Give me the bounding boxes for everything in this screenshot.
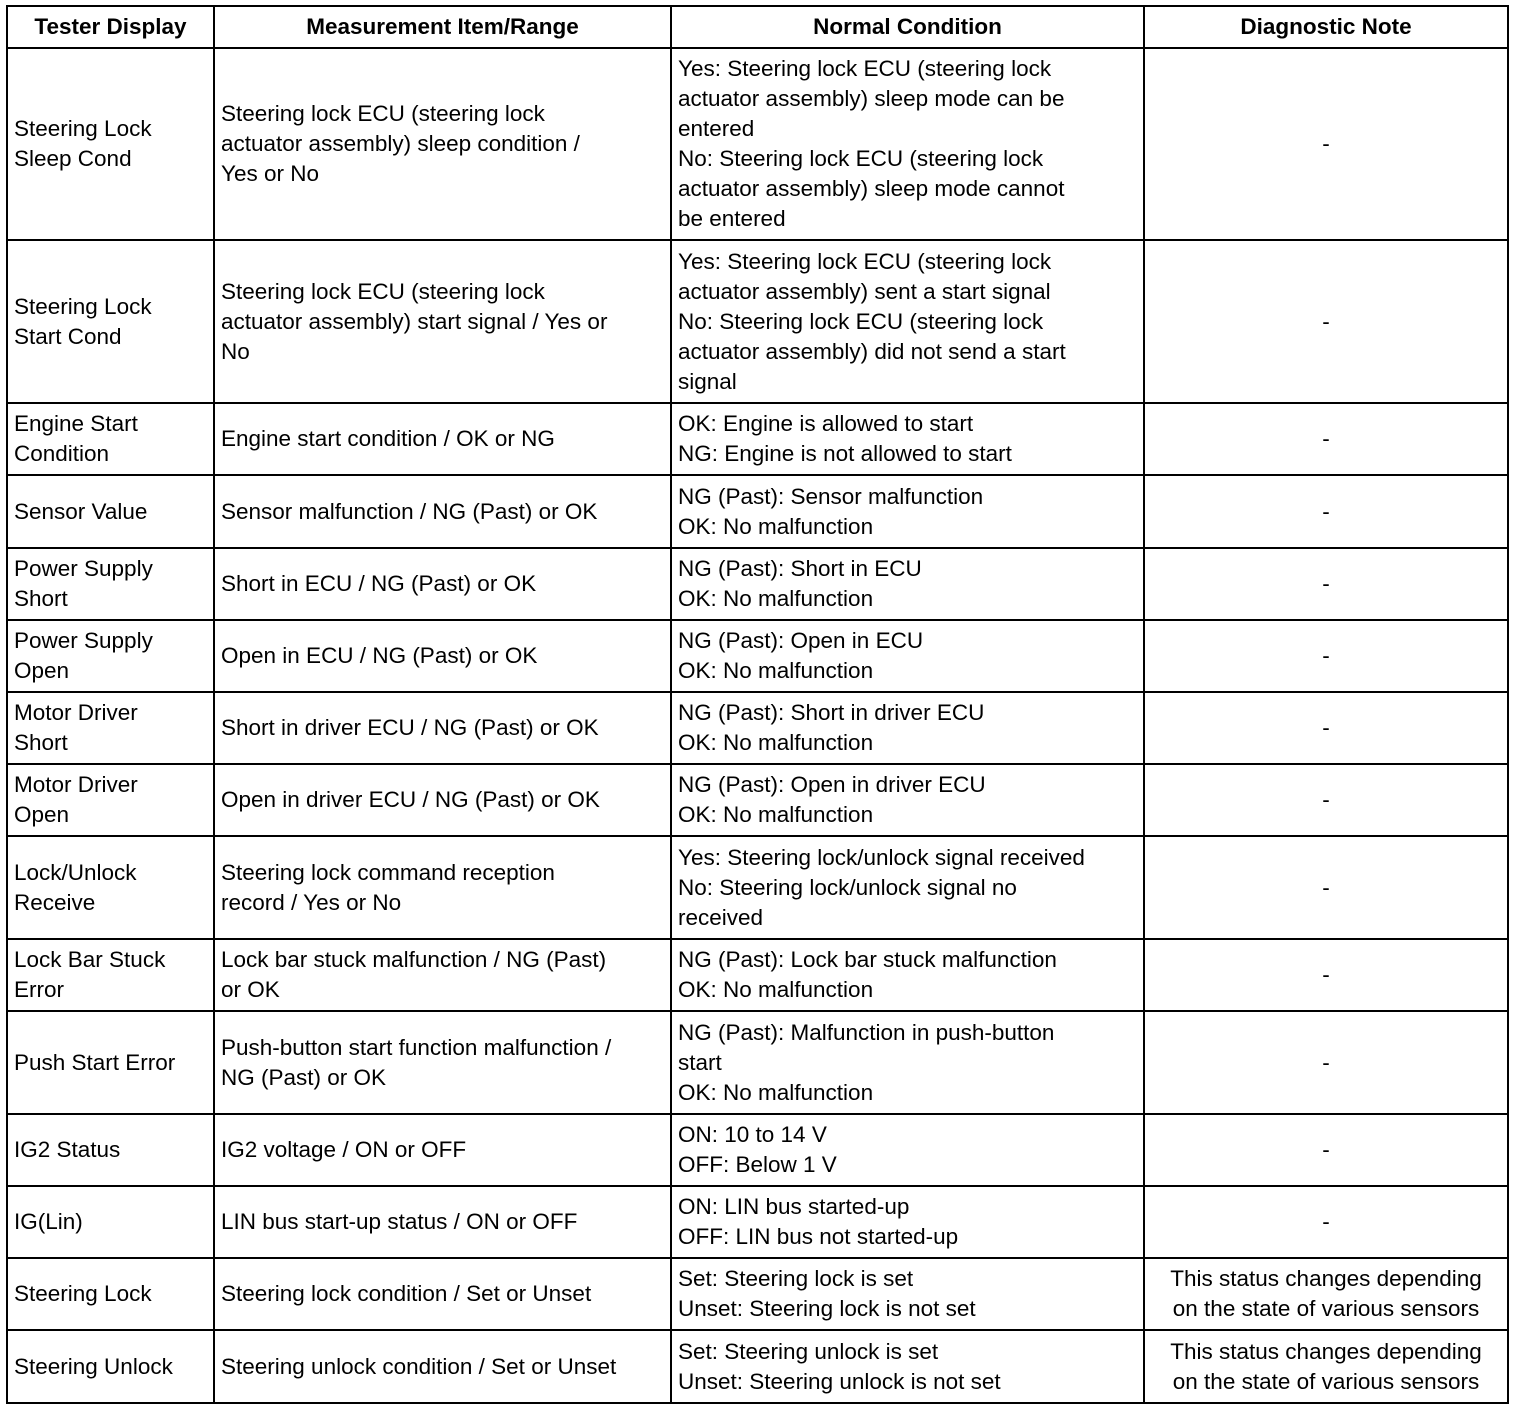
diagnostic-note-cell [1144, 548, 1508, 620]
cell-text-line: on the state of various sensors [1172, 1296, 1480, 1321]
measurement-range-cell [214, 548, 671, 620]
diagnostic-note-cell [1144, 1114, 1508, 1186]
normal-condition-cell [671, 240, 1144, 403]
table-row [7, 692, 1508, 764]
cell-text-line: start [678, 1049, 722, 1075]
cell-text-line: on the state of various sensors [1172, 1368, 1480, 1394]
cell-text-line: Short [14, 730, 68, 755]
cell-text-line: LIN bus start-up status / ON or OFF [221, 1209, 578, 1234]
cell-text-line: Steering Lock [14, 1281, 152, 1306]
tester-display-cell [7, 240, 214, 403]
cell-text-line: - [1322, 131, 1330, 156]
header-diagnostic-note: Diagnostic Note [1144, 6, 1508, 48]
cell-text-line: No: Steering lock ECU (steering lock [678, 308, 1044, 334]
cell-text-line: Set: Steering lock is set [678, 1266, 914, 1291]
cell-text-line: Short [14, 586, 68, 611]
tester-display-cell [7, 475, 214, 548]
normal-condition-cell [671, 1011, 1144, 1114]
tester-display-cell [7, 548, 214, 620]
cell-text-line: record / Yes or No [221, 889, 402, 915]
cell-text-line: Unset: Steering lock is not set [678, 1296, 976, 1321]
normal-condition-cell [671, 475, 1144, 548]
tester-display-cell [7, 403, 214, 475]
normal-condition-cell [671, 1258, 1144, 1330]
normal-condition-cell [671, 764, 1144, 836]
tester-display-cell [7, 48, 214, 240]
normal-condition-cell [671, 836, 1144, 939]
diagnostic-note-cell [1144, 240, 1508, 403]
cell-text-line: Yes: Steering lock ECU (steering lock [678, 56, 1052, 81]
cell-text-line: Engine start condition / OK or NG [221, 426, 555, 451]
normal-condition-cell [671, 1330, 1144, 1403]
cell-text-line: NG (Past) or OK [221, 1064, 387, 1090]
cell-text-line: received [678, 904, 764, 930]
cell-text-line: Steering Unlock [14, 1353, 173, 1379]
cell-text-line: NG (Past): Malfunction in push-button [678, 1019, 1055, 1045]
cell-text-line: Lock/Unlock [14, 859, 137, 885]
cell-text-line: Engine Start [14, 411, 138, 436]
diagnostic-note-cell [1144, 1330, 1508, 1403]
table-row [7, 1011, 1508, 1114]
data-list-table [6, 5, 1509, 1404]
cell-text-line: actuator assembly) sleep mode cannot [678, 176, 1065, 201]
diagnostic-note-cell [1144, 1258, 1508, 1330]
cell-text-line: Error [14, 977, 64, 1002]
measurement-range-cell [214, 1114, 671, 1186]
cell-text-line: Steering lock ECU (steering lock [221, 278, 545, 304]
diagnostic-note-cell [1144, 48, 1508, 240]
normal-condition-cell [671, 1114, 1144, 1186]
cell-text-line: ON: 10 to 14 V [678, 1122, 827, 1147]
table-row [7, 1258, 1508, 1330]
table-row [7, 1186, 1508, 1258]
cell-text-line: actuator assembly) did not send a start [678, 338, 1066, 364]
cell-text-line: actuator assembly) start signal / Yes or [221, 308, 608, 334]
diagnostic-note-cell [1144, 836, 1508, 939]
table-row [7, 48, 1508, 240]
cell-text-line: Short in ECU / NG (Past) or OK [221, 571, 537, 596]
diagnostic-note-cell [1144, 1011, 1508, 1114]
tester-display-cell [7, 620, 214, 692]
cell-text-line: - [1322, 643, 1330, 668]
measurement-range-cell [214, 836, 671, 939]
cell-text-line: - [1322, 498, 1330, 524]
table-row [7, 403, 1508, 475]
cell-text-line: OK: No malfunction [678, 658, 874, 683]
cell-text-line: actuator assembly) sleep mode can be [678, 86, 1065, 111]
cell-text-line: Receive [14, 889, 96, 915]
cell-text-line: No: Steering lock/unlock signal no [678, 874, 1017, 900]
cell-text-line: Yes: Steering lock ECU (steering lock [678, 248, 1052, 274]
cell-text-line: Steering Lock [14, 293, 152, 319]
diagnostic-note-cell [1144, 692, 1508, 764]
header-measurement-item: Measurement Item/Range [214, 6, 671, 48]
cell-text-line: NG (Past): Open in driver ECU [678, 772, 986, 797]
cell-text-line: Power Supply [14, 628, 153, 653]
cell-text-line: - [1322, 308, 1330, 334]
cell-text-line: Sleep Cond [14, 146, 132, 171]
header-normal-condition: Normal Condition [671, 6, 1144, 48]
cell-text-line: Lock Bar Stuck [14, 947, 166, 972]
cell-text-line: - [1322, 1049, 1330, 1075]
cell-text-line: NG (Past): Open in ECU [678, 628, 924, 653]
cell-text-line: This status changes depending [1170, 1266, 1482, 1291]
cell-text-line: OK: Engine is allowed to start [678, 411, 974, 436]
table-row [7, 548, 1508, 620]
cell-text-line: Open [14, 802, 70, 827]
cell-text-line: - [1322, 962, 1330, 987]
tester-display-cell [7, 1114, 214, 1186]
cell-text-line: No [221, 338, 250, 364]
cell-text-line: NG (Past): Sensor malfunction [678, 483, 984, 509]
diagnostic-note-cell [1144, 939, 1508, 1011]
cell-text-line: Steering lock command reception [221, 859, 555, 885]
measurement-range-cell [214, 1011, 671, 1114]
diagnostic-note-cell [1144, 1186, 1508, 1258]
cell-text-line: Start Cond [14, 323, 122, 349]
cell-text-line: NG (Past): Lock bar stuck malfunction [678, 947, 1057, 972]
measurement-range-cell [214, 1258, 671, 1330]
tester-display-cell [7, 1330, 214, 1403]
cell-text-line: Steering Lock [14, 116, 152, 141]
cell-text-line: Set: Steering unlock is set [678, 1338, 939, 1364]
cell-text-line: OK: No malfunction [678, 802, 874, 827]
tester-display-cell [7, 1186, 214, 1258]
cell-text-line: - [1322, 715, 1330, 740]
normal-condition-cell [671, 48, 1144, 240]
header-row [7, 6, 1508, 48]
tester-display-cell [7, 1011, 214, 1114]
cell-text-line: - [1322, 1137, 1330, 1162]
diagnostic-note-cell [1144, 475, 1508, 548]
cell-text-line: Condition [14, 441, 110, 466]
cell-text-line: Open [14, 658, 70, 683]
cell-text-line: Unset: Steering unlock is not set [678, 1368, 1001, 1394]
cell-text-line: IG2 voltage / ON or OFF [221, 1137, 467, 1162]
tester-display-cell [7, 1258, 214, 1330]
cell-text-line: Yes: Steering lock/unlock signal received [678, 844, 1085, 870]
normal-condition-cell [671, 548, 1144, 620]
cell-text-line: NG (Past): Short in ECU [678, 556, 922, 581]
header-tester-display: Tester Display [7, 6, 214, 48]
cell-text-line: Steering unlock condition / Set or Unset [221, 1353, 617, 1379]
cell-text-line: ON: LIN bus started-up [678, 1194, 910, 1219]
cell-text-line: IG(Lin) [14, 1209, 83, 1234]
table-row [7, 240, 1508, 403]
cell-text-line: No: Steering lock ECU (steering lock [678, 146, 1044, 171]
cell-text-line: OK: No malfunction [678, 1079, 874, 1105]
cell-text-line: NG: Engine is not allowed to start [678, 441, 1012, 466]
cell-text-line: NG (Past): Short in driver ECU [678, 700, 985, 725]
table-row [7, 939, 1508, 1011]
cell-text-line: OK: No malfunction [678, 977, 874, 1002]
table-row [7, 475, 1508, 548]
cell-text-line: Steering lock ECU (steering lock [221, 101, 545, 126]
measurement-range-cell [214, 403, 671, 475]
tester-display-cell [7, 692, 214, 764]
tester-display-cell [7, 836, 214, 939]
cell-text-line: actuator assembly) sent a start signal [678, 278, 1051, 304]
cell-text-line: entered [678, 116, 755, 141]
measurement-range-cell [214, 764, 671, 836]
cell-text-line: This status changes depending [1170, 1338, 1482, 1364]
cell-text-line: Short in driver ECU / NG (Past) or OK [221, 715, 599, 740]
cell-text-line: OK: No malfunction [678, 730, 874, 755]
cell-text-line: - [1322, 426, 1330, 451]
cell-text-line: be entered [678, 206, 786, 231]
cell-text-line: Motor Driver [14, 700, 138, 725]
cell-text-line: OK: No malfunction [678, 513, 874, 539]
cell-text-line: Yes or No [221, 161, 319, 186]
normal-condition-cell [671, 1186, 1144, 1258]
cell-text-line: Open in driver ECU / NG (Past) or OK [221, 787, 600, 812]
measurement-range-cell [214, 475, 671, 548]
cell-text-line: - [1322, 1209, 1330, 1234]
cell-text-line: Open in ECU / NG (Past) or OK [221, 643, 538, 668]
tester-display-cell [7, 939, 214, 1011]
normal-condition-cell [671, 692, 1144, 764]
cell-text-line: actuator assembly) sleep condition / [221, 131, 580, 156]
normal-condition-cell [671, 403, 1144, 475]
measurement-range-cell [214, 48, 671, 240]
cell-text-line: Lock bar stuck malfunction / NG (Past) [221, 947, 607, 972]
normal-condition-cell [671, 620, 1144, 692]
cell-text-line: - [1322, 571, 1330, 596]
cell-text-line: Sensor malfunction / NG (Past) or OK [221, 498, 598, 524]
table-row [7, 764, 1508, 836]
diagnostic-note-cell [1144, 764, 1508, 836]
cell-text-line: Push-button start function malfunction / [221, 1034, 612, 1060]
cell-text-line: or OK [221, 977, 280, 1002]
cell-text-line: Power Supply [14, 556, 153, 581]
table-body [7, 48, 1508, 1403]
diagnostic-note-cell [1144, 620, 1508, 692]
tester-display-cell [7, 764, 214, 836]
cell-text-line: OFF: LIN bus not started-up [678, 1224, 959, 1249]
cell-text-line: - [1322, 874, 1330, 900]
cell-text-line: OK: No malfunction [678, 586, 874, 611]
cell-text-line: Steering lock condition / Set or Unset [221, 1281, 592, 1306]
cell-text-line: Push Start Error [14, 1049, 176, 1075]
measurement-range-cell [214, 692, 671, 764]
cell-text-line: signal [678, 368, 737, 394]
normal-condition-cell [671, 939, 1144, 1011]
table-row [7, 1330, 1508, 1403]
cell-text-line: Motor Driver [14, 772, 138, 797]
cell-text-line: IG2 Status [14, 1137, 121, 1162]
measurement-range-cell [214, 1330, 671, 1403]
measurement-range-cell [214, 240, 671, 403]
cell-text-line: Sensor Value [14, 498, 148, 524]
measurement-range-cell [214, 939, 671, 1011]
measurement-range-cell [214, 620, 671, 692]
cell-text-line: - [1322, 787, 1330, 812]
table-row [7, 1114, 1508, 1186]
measurement-range-cell [214, 1186, 671, 1258]
cell-text-line: OFF: Below 1 V [678, 1152, 837, 1177]
table-row [7, 836, 1508, 939]
table-row [7, 620, 1508, 692]
diagnostic-note-cell [1144, 403, 1508, 475]
